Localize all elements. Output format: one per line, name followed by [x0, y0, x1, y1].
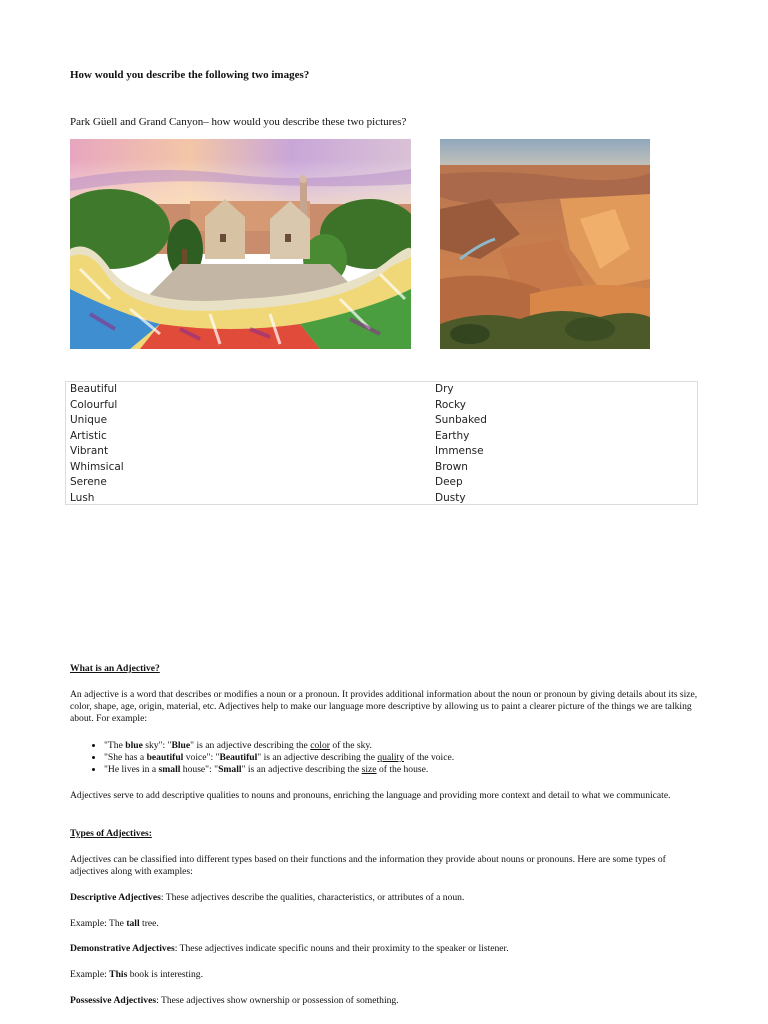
table-cell: Brown — [435, 460, 468, 473]
example-list — [70, 740, 704, 777]
grand-canyon-illustration — [440, 139, 650, 349]
list-item: • "The blue sky": "Blue" is an adjective describing the color of the sky. — [104, 740, 704, 752]
adjective-definition-paragraph: An adjective is a word that describes or modifies a noun or a pronoun. It provides additional information about the noun or pronoun by giving details about its size, color, shape, age, origin, material, etc. Adjectives help to make our language more descriptive by allowing us to paint a clearer picture of the things we are talking about. For example: — [70, 689, 698, 725]
table-cell: Earthy — [435, 429, 470, 442]
demonstrative-adjectives-paragraph: Demonstrative Adjectives: These adjectives indicate specific nouns and their proximity to the speaker or listener. — [70, 943, 509, 954]
page-heading: How would you describe the following two images? — [70, 69, 310, 81]
table-cell: Lush — [70, 491, 95, 504]
grand-canyon-adjectives-column — [435, 382, 487, 506]
park-guell-adjectives-column — [70, 382, 124, 506]
table-cell: Deep — [435, 476, 463, 488]
table-cell: Whimsical — [70, 460, 124, 473]
table-cell: Vibrant — [70, 445, 109, 457]
section-title-types-of-adjectives: Types of Adjectives: — [70, 828, 152, 839]
table-cell: Artistic — [70, 429, 107, 442]
table-cell: Dusty — [435, 491, 466, 504]
table-cell: Unique — [70, 414, 108, 426]
table-cell: Dry — [435, 383, 454, 395]
section-title-what-is-adjective: What is an Adjective? — [70, 663, 160, 674]
table-cell: Rocky — [435, 398, 466, 411]
possessive-adjectives-paragraph: Possessive Adjectives: These adjectives show ownership or possession of something. — [70, 995, 399, 1006]
demonstrative-example: Example: This book is interesting. — [70, 969, 203, 980]
table-cell: Serene — [70, 476, 107, 488]
descriptive-example: Example: The tall tree. — [70, 918, 159, 929]
table-cell: Beautiful — [70, 383, 118, 395]
list-item: • "She has a beautiful voice": "Beautiful" is an adjective describing the quality of the voice. — [104, 752, 704, 764]
adjectives-table — [65, 381, 698, 505]
list-item: • "He lives in a small house": "Small" is an adjective describing the size of the house. — [104, 764, 704, 776]
types-intro-paragraph: Adjectives can be classified into different types based on their functions and the information they provide about nouns or pronouns. Here are some types of adjectives along with examples: — [70, 854, 666, 878]
table-cell: Immense — [435, 445, 484, 457]
adjective-summary-paragraph: Adjectives serve to add descriptive qualities to nouns and pronouns, enriching the language and providing more context and detail to what we communicate. — [70, 790, 671, 801]
descriptive-adjectives-paragraph: Descriptive Adjectives: These adjectives describe the qualities, characteristics, or attributes of a noun. — [70, 892, 465, 903]
park-guell-photo — [70, 139, 411, 349]
image-question: Park Güell and Grand Canyon– how would you describe these two pictures? — [70, 116, 407, 128]
table-cell: Sunbaked — [435, 414, 487, 426]
table-cell: Colourful — [70, 398, 118, 411]
park-guell-illustration — [70, 139, 411, 349]
grand-canyon-photo — [440, 139, 650, 349]
